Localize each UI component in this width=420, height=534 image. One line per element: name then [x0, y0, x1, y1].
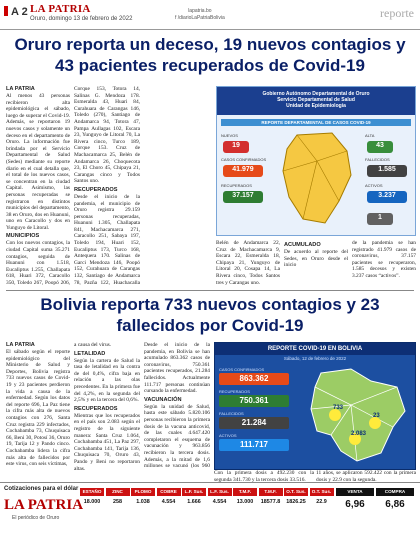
quote-cell [106, 488, 130, 528]
subhead-recuperados-2: RECUPERADOS [74, 405, 118, 412]
story2-body-4: Con la primera dosis a 492.230 con la segunda 341.730 y la tercera dosis 33.516. [214, 470, 314, 482]
bolivia-band: REPORTE COVID-19 EN BOLIVIA [215, 343, 415, 355]
dolar-compra-label: COMPRA [376, 488, 414, 496]
quote-cell [284, 488, 308, 528]
subhead-letalidad: LETALIDAD [74, 350, 106, 357]
infographic-band: REPORTE DEPARTAMENTAL DE CASOS COVID-19 [221, 119, 411, 126]
stat-activos: 3.237 [367, 191, 407, 203]
label-activos-bo: ACTIVOS [219, 433, 237, 438]
cotizaciones-title: Cotizaciones para el dólar [4, 486, 79, 492]
story1-column-5 [284, 240, 348, 288]
label-fallecidos: FALLECIDOS [365, 157, 390, 162]
oruro-map-icon [277, 131, 357, 227]
story2-column-1 [6, 342, 70, 470]
quote-cell-value: 22.9 [316, 499, 327, 505]
quote-cell-value: 13.000 [236, 499, 254, 505]
quote-cell-value: 18.000 [83, 499, 101, 505]
quote-cell [131, 488, 155, 528]
stat-nuevos: 19 [223, 141, 249, 153]
map-new-recovered: 2.083 [351, 431, 367, 437]
subhead-recuperados: RECUPERADOS [74, 186, 118, 193]
story2-body-4b: 11 años, se aplicaron 592.422 con la primera dosis y 22.9 con la segunda. [316, 470, 416, 482]
quote-cell-head: T.M.F. [259, 488, 283, 496]
subhead-acumulado: ACUMULADO [284, 242, 321, 248]
dolar-compra [376, 488, 414, 528]
web-info [175, 8, 225, 22]
story1-body-1b: Con los nuevos contagios, la ciudad Capital suma 35.271 contagios, seguida de Huanuni con 1.518, Eucaliptus 1.255, Challapata 618, Huari 372, Caracollo 350, Toledo 267, Poopó 206, [6, 240, 70, 286]
dolar-compra-value: 6,86 [385, 499, 405, 510]
label-recuperados-bo: RECUPERADOS [219, 389, 250, 394]
page-header [0, 0, 420, 30]
story2-body-3b: Según la unidad de Salud, hasta este sábado 5.820.106 personas recibieron la primera dosis de la vacuna anticovid, de las cuales 4.647.420 completaron el esquema de vacunación y 963.856 recibieron la tercera dosis. Además, a la mitad de 1,6 millones se vacunó (los 960 [144, 403, 210, 470]
quote-cell-value: 4.554 [161, 499, 176, 505]
dolar-venta-value: 6,96 [345, 499, 365, 510]
website-link[interactable]: lapatria.bo [188, 8, 212, 14]
story2-body-1: El sábado según el reporte epidemiológico del Ministerio de Salud y Deportes, Bolivia registra 733 nuevos casos de Covid-19 y 23 pacientes perdieron la vida a causa de la enfermedad. Según los datos del reporte 696, La Paz tiene la cifra más alta de nuevos contagios con 276, Santa Cruz registra 229 infectados, Cochabamba 73, Chuquisaca 66, Beni 30, Potosí 36, Oruro 19, Tarija 12 y Pando cinco. Cochabamba lidera la cifra más alta de fallecidos por este virus, con seis víctimas, [6, 349, 70, 468]
story1-column-2 [74, 86, 140, 286]
quote-cell-head: ESTAÑO [80, 488, 104, 496]
quote-cell-value: 258 [113, 499, 122, 505]
quote-cell-head: L.F. Sus. [208, 488, 232, 496]
quote-cell-value: 1826.25 [286, 499, 306, 505]
heading-gobierno: Gobierno Autónomo Departamental de Oruro [262, 91, 370, 97]
heading-sedes: Servicio Departamental de Salud [277, 97, 355, 103]
story2-column-4 [214, 470, 314, 482]
page-number-label: A 2 [11, 6, 28, 18]
quote-cell-value: 1.666 [187, 499, 201, 505]
quote-cell-head: L.F. Sus. [182, 488, 206, 496]
masthead-logo: LA PATRIA [30, 3, 91, 15]
label-confirmados: CASOS CONFIRMADOS [219, 367, 265, 372]
story1-body-2: Corque 153, Totora 14, Salinas G. Mendoza 178. Esmeralda 43, Huari 84, Curahuara de Carangas 146, Toledo (270), Santiago de Andamarca 94, Totora 47, Pampa Aullagas 102, Escara 23, Yunguyo de Litoral 70, La Rivera cinco, Turco 189, Corque 153. Cruz de Machacamarca 25, Belén de Andamarca 26, Choquecota 23, El Choro 45, Chipaya 21, Carangas cinco y Todos Santos uno. [74, 86, 140, 185]
quote-cell [233, 488, 257, 528]
map-new-deaths: 23 [373, 413, 380, 419]
story1-body-3: Belén de Andamarca 22, Cruz de Machacamarca 9, Escara 22, Esmeralda 18, Chipaya 21, Yunguyo de Litoral 20, Cosapa 14, La Rivera cinco, Todos Santos tres y Carangas uno. [216, 240, 280, 286]
stat-alta: 43 [367, 141, 393, 153]
quote-cell [259, 488, 283, 528]
quote-cell [310, 488, 334, 528]
facebook-link[interactable]: f /diarioLaPatriaBolivia [175, 15, 225, 21]
story1-body-3b: De acuerdo al reporte del Sedes, en Oruro desde el inicio [284, 249, 348, 269]
quote-cell [208, 488, 232, 528]
story1-column-4 [216, 240, 280, 288]
quote-cell-value: 1.038 [136, 499, 150, 505]
story1-column-3 [144, 86, 210, 286]
section-name: reporte [380, 6, 414, 20]
story2-column-2 [74, 342, 140, 470]
oruro-infographic [216, 86, 416, 236]
stat-fallecido-dia: 1 [367, 213, 393, 225]
story2-body-2b: Según la cartera de Salud la tasa de letalidad en la contra de del 0,4%, cifra baja en relación a las olas precedentes. En la primera fue del 4,2%, en la segunda del 2,5% y en la tercera del 0,6%. [74, 357, 140, 404]
infographic-heading [217, 87, 415, 115]
quote-cell-head: T.M.F. [233, 488, 257, 496]
dolar-venta-label: VENTA [336, 488, 374, 496]
quote-cell-head: COBRE [157, 488, 181, 496]
quote-cell-head: O.T. Sus. [284, 488, 308, 496]
stat-confirmados: 863.362 [219, 373, 289, 385]
label-casos: CASOS CONFIRMADOS [221, 157, 267, 162]
heading-epidemiologia: Unidad de Epidemiología [286, 103, 346, 109]
headline-bolivia: Bolivia reporta 733 nuevos contagios y 23 fallecidos por Covid-19 [40, 295, 380, 335]
quote-cell-head: ZINC [106, 488, 130, 496]
subhead-vacunacion: VACUNACIÓN [144, 396, 182, 403]
story2-column-5 [316, 470, 416, 482]
story2-body-2c: Mientras que los recuperados en el país son 2.083 según el registro de la siguiente manera: Santa Cruz 1.064, Cochabamba 451, La Paz 297, Cochabamba 141, Tarija 136, Chuquisaca 70, Oruro 43, Pando y Beni no reportaron altas. [74, 412, 140, 470]
quote-cell [157, 488, 181, 528]
stat-recuperados-bo: 750.361 [219, 395, 289, 407]
story2-body-2: a causa del virus. [74, 342, 112, 348]
story2-body-3: Desde el inicio de la pandemia, en Bolivia se han acumulado 863.362 casos de coronavirus, 750.361 pacientes recuperados, 21.284 fallecidos. Actualmente 111.717 personas continúan cursando la enfermedad. [144, 342, 210, 395]
label-nuevos: NUEVOS [221, 133, 238, 138]
subhead-municipios: MUNICIPIOS [6, 233, 40, 240]
page-number [4, 6, 28, 18]
story1-column-6 [352, 240, 416, 288]
cotizaciones-bar [0, 482, 420, 534]
label-fallecidos-bo: FALLECIDOS [219, 411, 244, 416]
dolar-venta [336, 488, 374, 528]
issue-date: Oruro, domingo 13 de febrero de 2022 [30, 16, 133, 22]
bolivia-map-icon [301, 365, 411, 465]
label-activos: ACTIVOS [365, 183, 383, 188]
stat-fallecidos-bo: 21.284 [219, 417, 289, 429]
story1-column-1 [6, 86, 70, 286]
quote-cell [182, 488, 206, 528]
bolivia-infographic [214, 342, 416, 470]
stat-casos: 41.979 [223, 165, 263, 177]
quote-cell-value: 4.554 [212, 499, 227, 505]
cotizaciones-tagline: El periódico de Oruro [12, 515, 60, 521]
story1-body-4: de la pandemia se han registrado 41.979 casos de coronavirus, 37.157 pacientes se recuperaron, 1.585 decesos y existen 3.237 casos “activos”. [352, 240, 416, 279]
cotizaciones-logo: LA PATRIA [4, 497, 84, 513]
divider [6, 290, 414, 291]
stat-activos-bo: 111.717 [219, 439, 289, 451]
quote-cell-head: PLOMO [131, 488, 155, 496]
quote-cell [80, 488, 104, 528]
stat-recuperados: 37.157 [223, 191, 263, 203]
map-new-cases: 733 [333, 405, 344, 411]
label-alta: ALTA [365, 133, 375, 138]
quote-cell-head: O.T. Sus. [310, 488, 334, 496]
story2-column-3 [144, 342, 210, 470]
story1-body-2b: Desde el inicio de la pandemia, el municipio de Oruro registra 29.159 personas recuperadas, Huanuni 1.305, Challapata 841, Machacamarca 271, Caracollo 251, Sabaya 197, Toledo 194, Huari 152, Eucaliptus 173, Turco 168, Antequera 170. Salinas de Garci Mendoza 146, Poopó 152, Curahuara de Carangas 132, Santiago de Andamarca 78, Pazña 122, Huachacalla [74, 193, 140, 286]
story1-body-1: Al menos 43 personas recibieron alta epidemiológica el sábado, luego de superar el Covid-19. Además, se reportaron 19 nuevos casos y solamente un deceso en el departamento de Oruro. La información fue brindada por el Servicio Departamental de Salud (Sedes) mediante su reporte diario en el cual detalla que, el total de los nuevos casos, se concentran en la ciudad Capital. Asimismo, las personas recuperadas se registraron en distintos municipios del departamento, 38 en Oruro, dos en Huanuni, uno en Caracollo y dos en Yunguyo de Litoral. [6, 93, 70, 231]
stat-fallecidos: 1.585 [367, 165, 407, 177]
byline: LA PATRIA [6, 342, 35, 348]
byline: LA PATRIA [6, 86, 35, 92]
label-recuperados: RECUPERADOS [221, 183, 252, 188]
bolivia-date: Sábado, 12 de febrero de 2022 [283, 356, 347, 361]
quote-cell-value: 18577.8 [260, 499, 281, 505]
headline-oruro: Oruro reporta un deceso, 19 nuevos contagios y 43 pacientes recuperados de Covid-19 [14, 35, 406, 75]
